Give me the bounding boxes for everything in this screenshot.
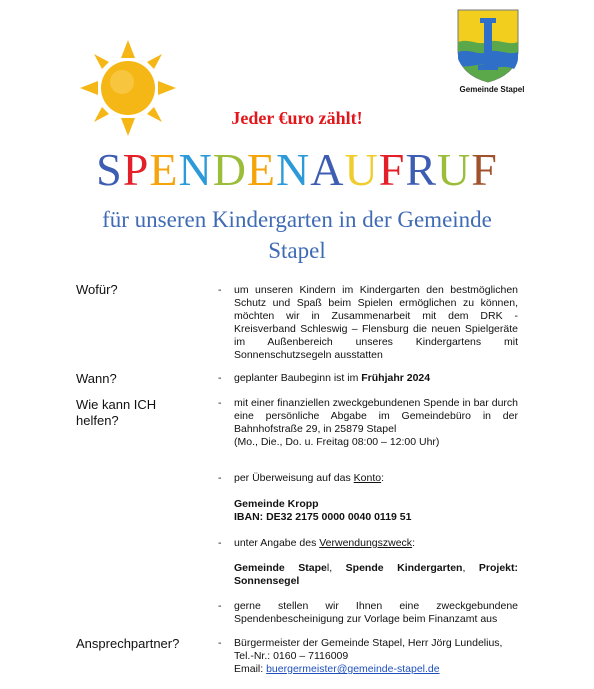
wann-date: Frühjahr 2024 (361, 372, 431, 384)
headline-letter: D (212, 144, 247, 195)
wann-text (234, 372, 518, 385)
cash-donation-text (234, 397, 518, 449)
dash: - (218, 637, 222, 649)
subtitle-line-2: Stapel (268, 238, 326, 263)
purpose-sonnensegel: Sonnensegel (234, 575, 300, 587)
wofuer-text: um unseren Kindern im Kindergarten den bestmöglichen Schutz und Spaß beim Spielen ermöglichen zu können, möchten wir in Zusammenarbeit mit dem DRK - Kreisverband Schleswig – Flensburg die neuen Spielgeräte im Außenbereich unseres Kindergartens mit Sonnenschutzsegeln ausstatten (234, 284, 518, 361)
contact-line-2: Tel.-Nr.: 0160 – 7116009 (234, 650, 349, 662)
purpose-spende: Spende Kindergarten (345, 562, 463, 574)
purpose-comma: , (462, 562, 479, 574)
headline-letter: S (96, 144, 123, 195)
crest-label: Gemeinde Stapel (459, 85, 525, 94)
transfer-prefix: per Überweisung auf das (234, 472, 354, 484)
purpose-gemeinde: Gemeinde Stape (234, 562, 327, 574)
purpose-line-2 (234, 575, 518, 588)
purpose-gemeinde-end: l, (326, 562, 346, 574)
dash: - (218, 397, 222, 409)
dash: - (218, 472, 222, 484)
bank-details (234, 498, 518, 524)
purpose-line-1 (234, 562, 518, 575)
label-helfen (76, 397, 206, 429)
purpose-text (234, 537, 518, 550)
dash: - (218, 537, 222, 549)
receipt-text: gerne stellen wir Ihnen eine zweckgebundene Spendenbescheinigung zur Vorlage beim Finanzamt aus (234, 600, 518, 625)
dash: - (218, 284, 222, 296)
headline-letter: U (344, 144, 379, 195)
verwendungszweck-link[interactable]: Verwendungszweck (319, 537, 413, 549)
label-helfen-line-1: Wie kann ICH (76, 397, 157, 412)
motto: Jeder €uro zählt! (231, 108, 363, 128)
dash: - (218, 372, 222, 384)
label-helfen-line-2: helfen? (76, 413, 119, 428)
headline-letter: U (437, 144, 472, 195)
headline-letter: P (122, 144, 150, 195)
purpose-projekt: Projekt: (478, 562, 519, 574)
headline-letter: F (471, 144, 498, 195)
email-prefix: Email: (234, 663, 267, 675)
headline-letter: E (149, 144, 179, 195)
iban: IBAN: DE32 2175 0000 0040 0119 51 (234, 511, 412, 523)
headline-letter: A (310, 144, 345, 195)
purpose-suffix: : (412, 537, 415, 549)
headline-letter: E (246, 144, 277, 195)
contact-line-1: Bürgermeister der Gemeinde Stapel, Herr Jörg Lundelius, (234, 637, 503, 649)
headline-letter: R (405, 144, 438, 195)
headline-letter: N (178, 144, 213, 195)
label-ansprechpartner: Ansprechpartner? (76, 636, 180, 651)
transfer-text (234, 472, 518, 485)
cash-donation-description: mit einer finanziellen zweckgebundenen Spende in bar durch eine persönliche Abgabe im Gemeindebüro in der Bahnhofstraße 29, in 25879 Stapel (234, 397, 518, 435)
subtitle-line-1: für unseren Kindergarten in der Gemeinde (102, 207, 492, 232)
purpose-prefix: unter Angabe des (234, 537, 320, 549)
konto-link[interactable]: Konto (353, 472, 382, 484)
wann-prefix: geplanter Baubeginn ist im (234, 372, 362, 384)
subtitle (40, 204, 554, 266)
email-link[interactable]: buergermeister@gemeinde-stapel.de (266, 663, 440, 675)
coat-of-arms-icon (456, 8, 520, 84)
label-wann: Wann? (76, 371, 117, 386)
account-name: Gemeinde Kropp (234, 498, 319, 510)
headline-letter: F (378, 144, 406, 195)
headline-letter: N (276, 144, 311, 195)
office-hours: (Mo., Die., Do. u. Freitag 08:00 – 12:00 Uhr) (234, 436, 440, 448)
transfer-suffix: : (381, 472, 385, 484)
headline (0, 142, 594, 198)
dash: - (218, 600, 222, 612)
label-wofuer: Wofür? (76, 282, 118, 297)
contact-text (234, 637, 534, 676)
